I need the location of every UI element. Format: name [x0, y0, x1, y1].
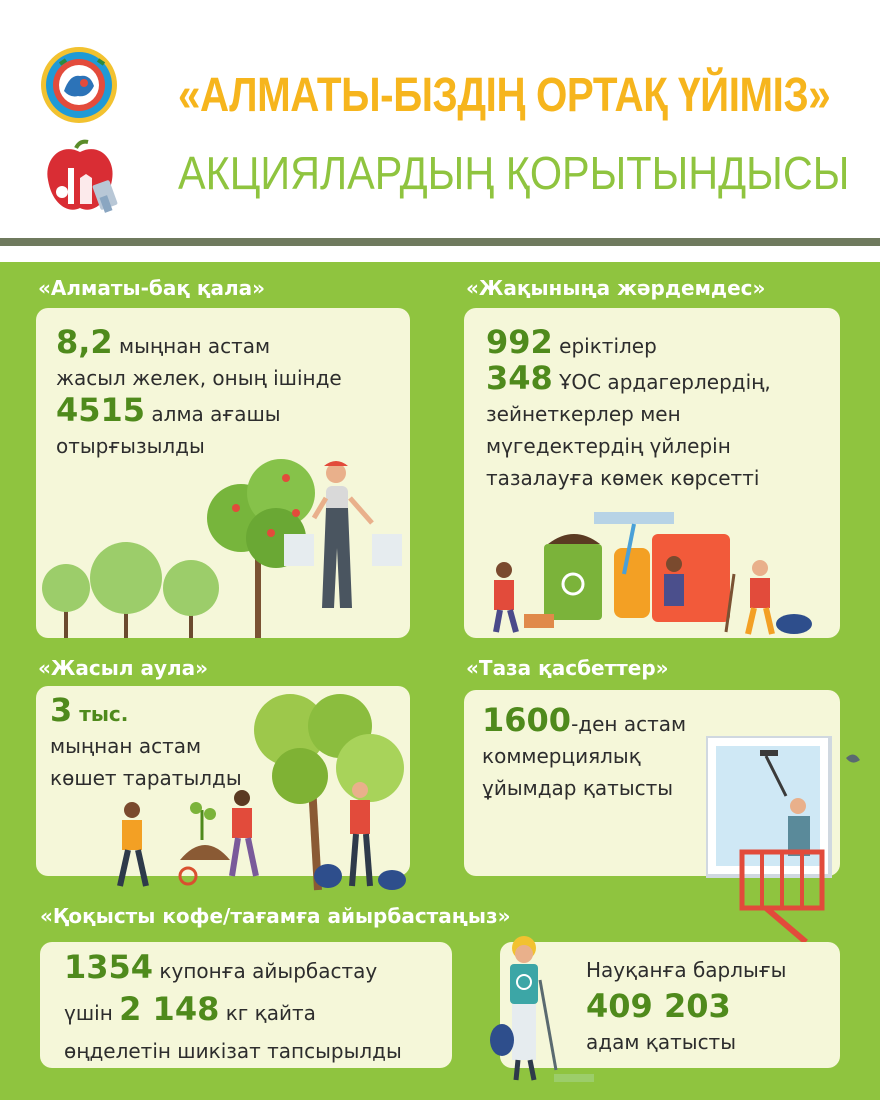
garden-num2: 4515 — [56, 391, 146, 429]
garden-text4: отырғызылды — [56, 434, 205, 458]
business-text — [482, 701, 687, 804]
business-text2: коммерциялық — [482, 744, 641, 768]
yard-unit: тыс. — [72, 702, 129, 726]
yard-num1: 3 — [50, 691, 73, 729]
help-text — [486, 323, 771, 494]
help-num2: 348 — [486, 359, 553, 397]
card-exchange — [40, 942, 452, 1068]
business-text1: -ден астам — [571, 712, 687, 736]
eco-volunteer-illustration — [484, 930, 614, 1090]
main-title: «АЛМАТЫ-БІЗДІҢ ОРТАҚ ҮЙІМІЗ» — [178, 69, 831, 122]
apple-campaign-logo-icon — [40, 138, 122, 220]
almaty-emblem-icon — [40, 46, 118, 124]
tree-planting-illustration — [110, 690, 430, 895]
total-text2: адам қатысты — [586, 1030, 736, 1054]
cleaning-volunteers-illustration — [464, 504, 840, 638]
section-title-exchange: «Қоқысты кофе/тағамға айырбастаңыз» — [40, 904, 511, 928]
section-title-garden: «Алматы-бақ қала» — [38, 276, 266, 300]
section-title-business: «Таза қасбеттер» — [466, 656, 669, 680]
help-text1: еріктілер — [552, 334, 657, 358]
exchange-text — [64, 948, 402, 1068]
exchange-text3: кг қайта — [219, 1001, 316, 1025]
total-text — [586, 952, 786, 1060]
garden-text1: мыңнан астам — [112, 334, 271, 358]
section-title-yard: «Жасыл аула» — [38, 656, 209, 680]
help-text3: зейнеткерлер мен — [486, 402, 681, 426]
header-divider — [0, 238, 880, 246]
section-title-help: «Жақыныңа жәрдемдес» — [466, 276, 766, 300]
exchange-text2: үшін — [64, 1001, 120, 1025]
gardener-illustration — [36, 438, 410, 638]
card-garden — [36, 308, 410, 638]
exchange-num2: 2 148 — [119, 990, 220, 1028]
yard-text1: мыңнан астам — [50, 734, 202, 758]
help-text4: мүгедектердің үйлерін — [486, 434, 731, 458]
help-num1: 992 — [486, 323, 553, 361]
garden-text2: жасыл желек, оның ішінде — [56, 366, 342, 390]
help-text2: ҰОС ардагерлердің, — [552, 370, 771, 394]
exchange-num1: 1354 — [64, 948, 154, 986]
garden-text3: алма ағашы — [145, 402, 281, 426]
help-text5: тазалауға көмек көрсетті — [486, 466, 760, 490]
total-text1: Науқанға барлығы — [586, 958, 787, 982]
exchange-text1: купонға айырбастау — [153, 959, 378, 983]
window-washer-illustration — [706, 736, 866, 942]
garden-num1: 8,2 — [56, 323, 113, 361]
header-divider-white — [0, 246, 880, 262]
business-num1: 1600 — [482, 701, 572, 739]
yard-text2: көшет таратылды — [50, 766, 242, 790]
exchange-text4: өңделетін шикізат тапсырылды — [64, 1039, 402, 1063]
total-num1: 409 203 — [586, 987, 731, 1025]
card-help — [464, 308, 840, 638]
business-text3: ұйымдар қатысты — [482, 776, 674, 800]
subtitle: АКЦИЯЛАРДЫҢ ҚОРЫТЫНДЫСЫ — [178, 147, 850, 199]
